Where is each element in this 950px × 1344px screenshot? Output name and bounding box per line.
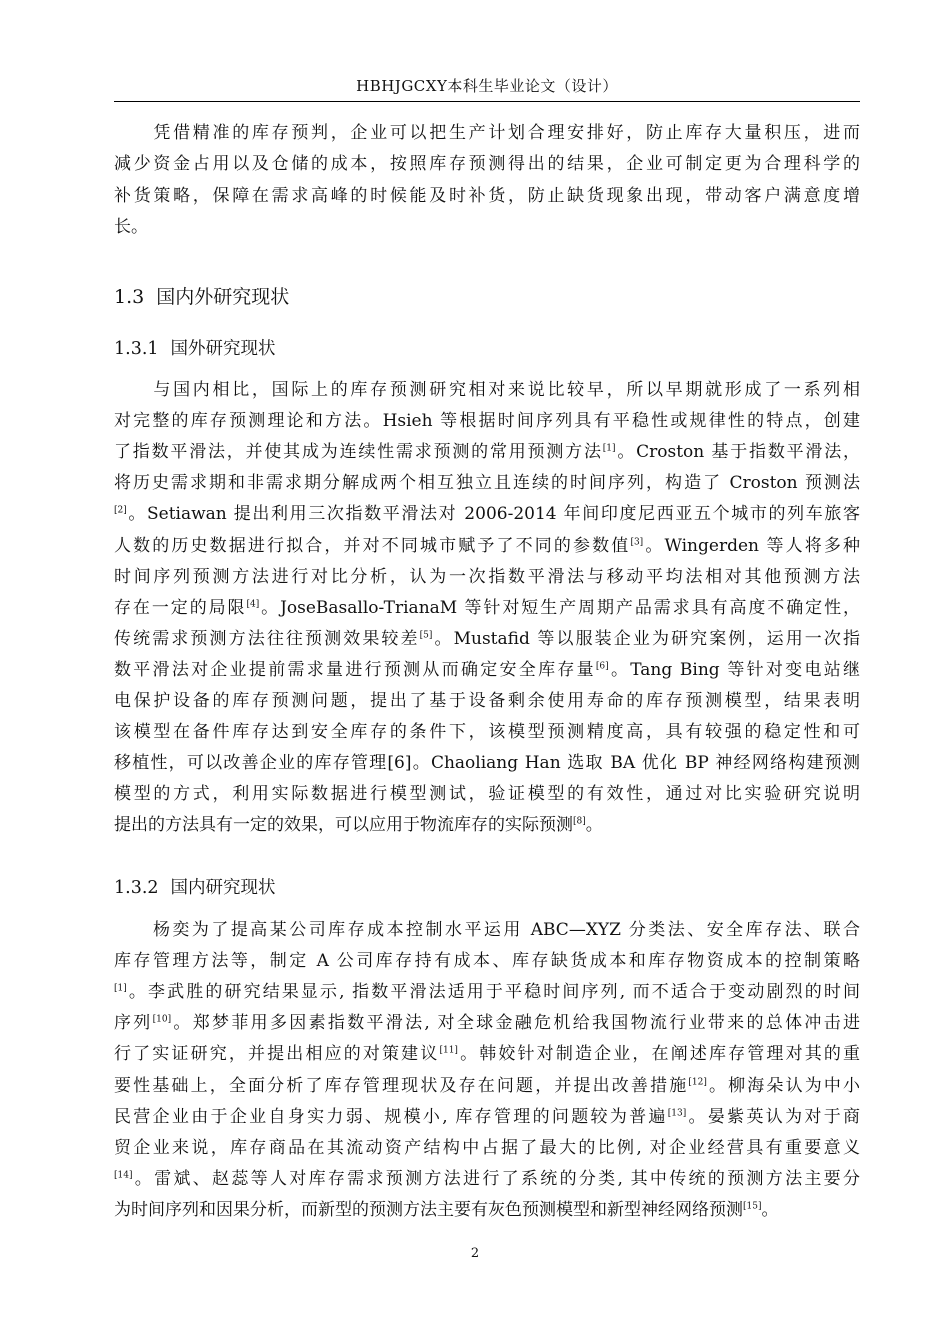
paragraph-line [114, 980, 860, 1004]
paragraph-line [114, 596, 860, 620]
paragraph-line [114, 378, 860, 402]
text-segment: 模型的方式，利用实际数据进行模型测试，验证模型的有效性，通过对比实验研究说明 [114, 784, 860, 805]
text-segment: 对完整的库存预测理论和方法。Hsieh 等根据时间序列具有平稳性或规律性的特点，创建 [114, 411, 860, 432]
paragraph-line: 长。 [114, 217, 148, 237]
paragraph-line [114, 534, 860, 558]
citation-ref: [1] [602, 443, 616, 454]
paragraph-line [114, 720, 860, 744]
section-heading-1-3-1 [114, 337, 276, 361]
paragraph-line [114, 1167, 860, 1191]
text-segment: 移植性，可以改善企业的库存管理[6]。Chaoliang Han 选取 BA 优化 BP 神经网络构建预测 [114, 753, 860, 774]
paragraph-line [114, 627, 860, 651]
paragraph-line [114, 918, 860, 942]
text-segment: 。韩姣针对制造企业，在阐述库存管理对其的重 [457, 1044, 861, 1065]
text-segment: 为时间序列和因果分析，而新型的预测方法主要有灰色预测模型和新型神经网络预测 [114, 1199, 743, 1220]
text-segment: 了指数平滑法，并使其成为连续性需求预测的常用预测方法 [114, 442, 603, 463]
section-number: 1.3.1 [114, 339, 159, 359]
paragraph-line [114, 440, 860, 464]
text-segment: 。雷斌、赵蕊等人对库存需求预测方法进行了系统的分类, 其中传统的预测方法主要分 [132, 1168, 860, 1189]
section-title: 国内外研究现状 [156, 286, 290, 308]
text-segment: 。 [585, 815, 603, 836]
paragraph-line: 凭借精准的库存预判，企业可以把生产计划合理安排好，防止库存大量积压，进而 [114, 123, 860, 143]
citation-ref: [13] [667, 1107, 687, 1118]
paragraph-line [114, 813, 860, 837]
text-segment: 民营企业由于企业自身实力弱、规模小, 库存管理的问题较为普遍 [114, 1106, 668, 1127]
paragraph-line [114, 1011, 860, 1035]
text-segment: 电保护设备的库存预测问题，提出了基于设备剩余使用寿命的库存预测模型，结果表明 [114, 691, 860, 711]
text-segment: 贸企业来说，库存商品在其流动资产结构中占据了最大的比例, 对企业经营具有重要意义 [114, 1137, 860, 1158]
section-number: 1.3.2 [114, 878, 159, 898]
section-heading-1-3-2 [114, 876, 276, 900]
citation-ref: [6] [595, 661, 609, 672]
paragraph-line [114, 1198, 860, 1222]
text-segment: 杨奕为了提高某公司库存成本控制水平运用 ABC—XYZ 分类法、安全库存法、联合 [114, 920, 860, 940]
citation-ref: [5] [419, 630, 433, 641]
text-segment: 。Croston 基于指数平滑法， [615, 442, 861, 463]
text-segment: 行了实证研究，并提出相应的对策建议 [114, 1044, 440, 1065]
text-segment: 。Setiawan 提出利用三次指数平滑法对 2006-2014 年间印度尼西亚五个城市的列车旅客 [126, 504, 860, 525]
paragraph-line [114, 1105, 860, 1129]
paragraph-line [114, 565, 860, 589]
text-segment: 数平滑法对企业提前需求量进行预测从而确定安全库存量 [114, 659, 596, 680]
section-title: 国外研究现状 [170, 339, 276, 359]
section-heading-1-3 [114, 284, 289, 310]
citation-ref: [12] [688, 1076, 707, 1087]
text-segment: 库存管理方法等，制定 A 公司库存持有成本、库存缺货成本和库存物资成本的控制策略 [114, 951, 860, 972]
text-segment: 时间序列预测方法进行对比分析，认为一次指数平滑法与移动平均法相对其他预测方法 [114, 566, 860, 587]
text-segment: 。Tang Bing 等针对变电站继 [608, 659, 860, 680]
citation-ref: [4] [246, 599, 260, 610]
running-header: HBHJGCXY本科生毕业论文（设计） [356, 77, 618, 95]
page-number: 2 [470, 1246, 480, 1261]
paragraph-line [114, 1136, 860, 1160]
text-segment: 将历史需求期和非需求期分解成两个相互独立且连续的时间序列，构造了 Croston 预测法 [114, 473, 860, 494]
paragraph-line [114, 471, 860, 495]
text-segment: 序列 [114, 1013, 153, 1034]
paragraph-line [114, 1042, 860, 1066]
section-title: 国内研究现状 [170, 878, 276, 898]
text-segment: 。李武胜的研究结果显示, 指数平滑法适用于平稳时间序列, 而不适合于变动剧烈的时间 [126, 982, 860, 1003]
paragraph-line [114, 689, 860, 713]
text-segment: 。Mustafid 等以服装企业为研究案例，运用一次指 [432, 628, 861, 649]
paragraph-line [114, 502, 860, 526]
paragraph-line [114, 1074, 860, 1098]
text-segment: 存在一定的局限 [114, 597, 247, 618]
text-segment: 。JoseBasallo-TrianaM 等针对短生产周期产品需求具有高度不确定性， [259, 597, 861, 618]
citation-ref: [3] [630, 536, 644, 547]
text-segment: 。晏紫英认为对于商 [686, 1106, 861, 1127]
citation-ref: [10] [152, 1014, 172, 1025]
header-rule [114, 101, 860, 102]
text-segment: 人数的历史数据进行拟合，并对不同城市赋予了不同的参数值 [114, 535, 631, 556]
paragraph-line [114, 751, 860, 775]
paragraph-line [114, 409, 860, 433]
citation-ref: [1] [114, 983, 127, 994]
text-segment: 。郑梦菲用多因素指数平滑法, 对全球金融危机给我国物流行业带来的总体冲击进 [171, 1013, 861, 1034]
text-segment: 提出的方法具有一定的效果，可以应用于物流库存的实际预测 [114, 815, 573, 836]
text-segment: 该模型在备件库存达到安全库存的条件下，该模型预测精度高，具有较强的稳定性和可 [114, 722, 860, 743]
text-segment: 。柳海朵认为中小 [706, 1075, 861, 1096]
paragraph-line [114, 658, 860, 682]
citation-ref: [14] [114, 1170, 133, 1181]
text-segment: 与国内相比，国际上的库存预测研究相对来说比较早，所以早期就形成了一系列相 [114, 380, 860, 400]
text-segment: 要性基础上，全面分析了库存管理现状及存在问题，并提出改善措施 [114, 1075, 689, 1096]
text-segment: 传统需求预测方法往往预测效果较差 [114, 628, 420, 649]
citation-ref: [15] [743, 1201, 762, 1212]
paragraph-line [114, 949, 860, 973]
citation-ref: [11] [439, 1045, 458, 1056]
section-number: 1.3 [114, 286, 145, 308]
paragraph-line: 补货策略，保障在需求高峰的时候能及时补货，防止缺货现象出现，带动客户满意度增 [114, 186, 860, 206]
text-segment: 。 [761, 1199, 779, 1220]
paragraph-line [114, 782, 860, 806]
paragraph-line: 减少资金占用以及仓储的成本，按照库存预测得出的结果，企业可制定更为合理科学的 [114, 154, 860, 174]
citation-ref: [8] [573, 816, 586, 827]
text-segment: 。Wingerden 等人将多种 [643, 535, 861, 556]
citation-ref: [2] [114, 505, 127, 516]
